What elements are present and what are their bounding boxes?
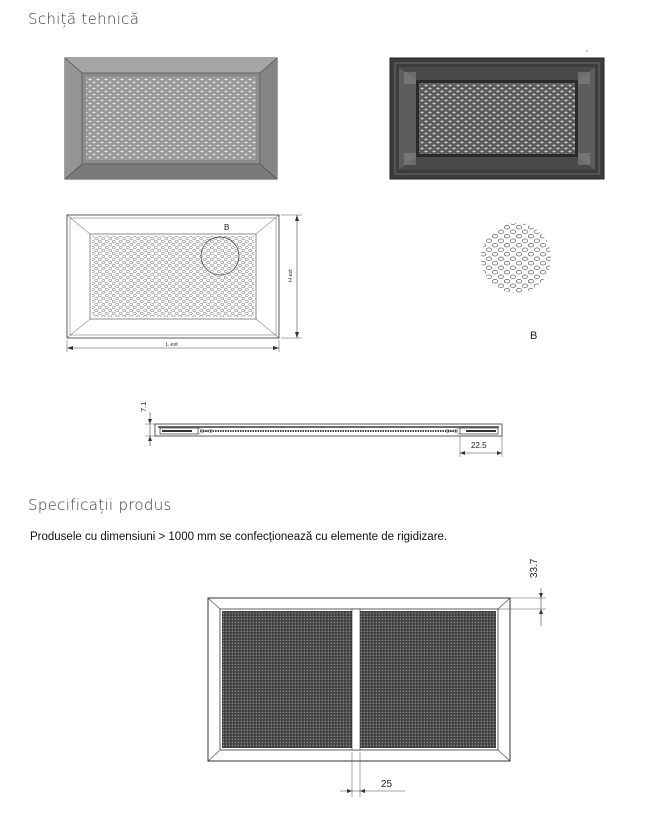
grille-front-view-light <box>65 58 277 179</box>
stiffened-grille <box>208 588 546 797</box>
length-dimension-label: L ext <box>166 342 178 348</box>
height-dimension-label: H ext <box>288 269 294 282</box>
section-title-technical-sketch: Schiță tehnică <box>28 10 140 28</box>
grille-front-view-dark <box>390 50 604 179</box>
stiffening-note: Produsele cu dimensiuni > 1000 mm se confecționează cu elemente de rigidizare. <box>30 531 448 543</box>
grille-line-drawing <box>67 215 302 352</box>
stiffener-width-label: 25 <box>381 779 393 790</box>
profile-thickness-label: 7.1 <box>139 401 148 412</box>
detail-b-mesh <box>480 222 554 296</box>
profile-flange-label: 22.5 <box>471 441 487 450</box>
profile-section <box>145 412 502 457</box>
detail-marker-b: B <box>224 223 230 232</box>
frame-width-label: 33.7 <box>529 558 540 578</box>
section-title-specifications: Specificații produs <box>28 496 172 514</box>
detail-label-b: B <box>530 330 538 342</box>
